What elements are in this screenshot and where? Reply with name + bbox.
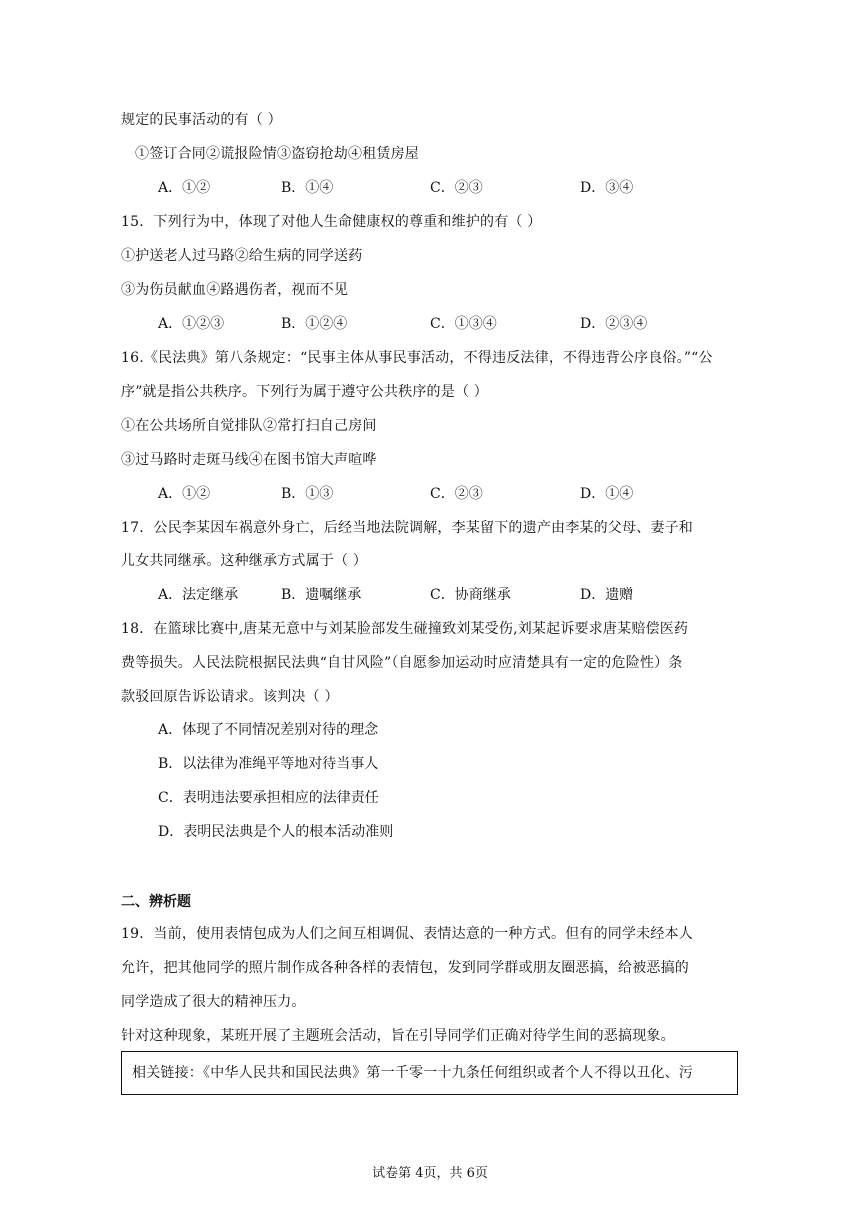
- q18-stem-line2: 费等损失。人民法院根据民法典“自甘风险”（自愿参加运动时应清楚具有一定的危险性）条: [121, 655, 683, 671]
- q16-items-line1: ①在公共场所自觉排队②常打扫自己房间: [121, 418, 377, 434]
- page-number: 试卷第 4页，共 6页: [372, 1166, 488, 1181]
- q17-stem-line1: 17．公民李某因车祸意外身亡，后经当地法院调解，李某留下的遗产由李某的父母、妻子和: [121, 520, 694, 536]
- q14-option-a: A．①②: [158, 180, 211, 196]
- q17-stem-line2: 儿女共同继承。这种继承方式属于（ ）: [121, 553, 368, 569]
- q15-option-b: B．①②④: [281, 316, 348, 332]
- section-title: 二、辨析题: [121, 894, 191, 910]
- q19-stem-line2: 允许，把其他同学的照片制作成各种各样的表情包，发到同学群或朋友圈恶搞，给被恶搞的: [121, 960, 689, 976]
- q14-option-b: B．①④: [281, 180, 334, 196]
- q17-option-d: D．遗赠: [580, 587, 634, 603]
- q18-stem-line3: 款驳回原告诉讼请求。该判决（ ）: [121, 689, 339, 705]
- related-link-text: 相关链接：《中华人民共和国民法典》第一千零一十九条任何组织或者个人不得以丑化、污: [132, 1065, 693, 1081]
- q18-stem-line1: 18．在篮球比赛中,唐某无意中与刘某脸部发生碰撞致刘某受伤,刘某起诉要求唐某赔偿医药: [121, 621, 689, 637]
- q16-option-c: C．②③: [430, 486, 483, 502]
- q14-items: ①签订合同②谎报险情③盗窃抢劫④租赁房屋: [135, 146, 419, 162]
- q16-stem-line2: 序”就是指公共秩序。下列行为属于遵守公共秩序的是（ ）: [121, 384, 489, 400]
- q14-option-d: D．③④: [580, 180, 634, 196]
- q16-option-a: A．①②: [158, 486, 211, 502]
- q17-option-b: B．遗嘱继承: [281, 587, 362, 603]
- q14-option-c: C．②③: [430, 180, 483, 196]
- q14-stem-tail: 规定的民事活动的有（ ）: [121, 112, 282, 128]
- q17-option-a: A．法定继承: [158, 587, 239, 603]
- related-link-box: [121, 1051, 738, 1095]
- q18-option-a: A．体现了不同情况差别对待的理念: [158, 722, 379, 738]
- q16-stem-line1: 16.《民法典》第八条规定：“民事主体从事民事活动，不得违反法律，不得违背公序良俗。”“公: [121, 350, 713, 366]
- q18-option-d: D．表明民法典是个人的根本活动准则: [158, 824, 394, 840]
- q17-option-c: C．协商继承: [430, 587, 511, 603]
- q15-option-c: C．①③④: [430, 316, 497, 332]
- q16-items-line2: ③过马路时走斑马线④在图书馆大声喧哗: [121, 452, 377, 468]
- q15-items-line2: ③为伤员献血④路遇伤者，视而不见: [121, 282, 349, 298]
- q15-option-a: A．①②③: [158, 316, 225, 332]
- q19-stem-line3: 同学造成了很大的精神压力。: [121, 994, 306, 1010]
- q16-option-b: B．①③: [281, 486, 334, 502]
- q16-option-d: D．①④: [580, 486, 634, 502]
- q19-stem-line4: 针对这种现象，某班开展了主题班会活动，旨在引导同学们正确对待学生间的恶搞现象。: [121, 1028, 675, 1044]
- q18-option-b: B．以法律为准绳平等地对待当事人: [158, 756, 379, 772]
- q18-option-c: C．表明违法要承担相应的法律责任: [158, 790, 379, 806]
- q19-stem-line1: 19．当前，使用表情包成为人们之间互相调侃、表情达意的一种方式。但有的同学未经本人: [121, 926, 694, 942]
- q15-option-d: D．②③④: [580, 316, 648, 332]
- q15-stem: 15．下列行为中，体现了对他人生命健康权的尊重和维护的有（ ）: [121, 214, 542, 230]
- q15-items-line1: ①护送老人过马路②给生病的同学送药: [121, 248, 363, 264]
